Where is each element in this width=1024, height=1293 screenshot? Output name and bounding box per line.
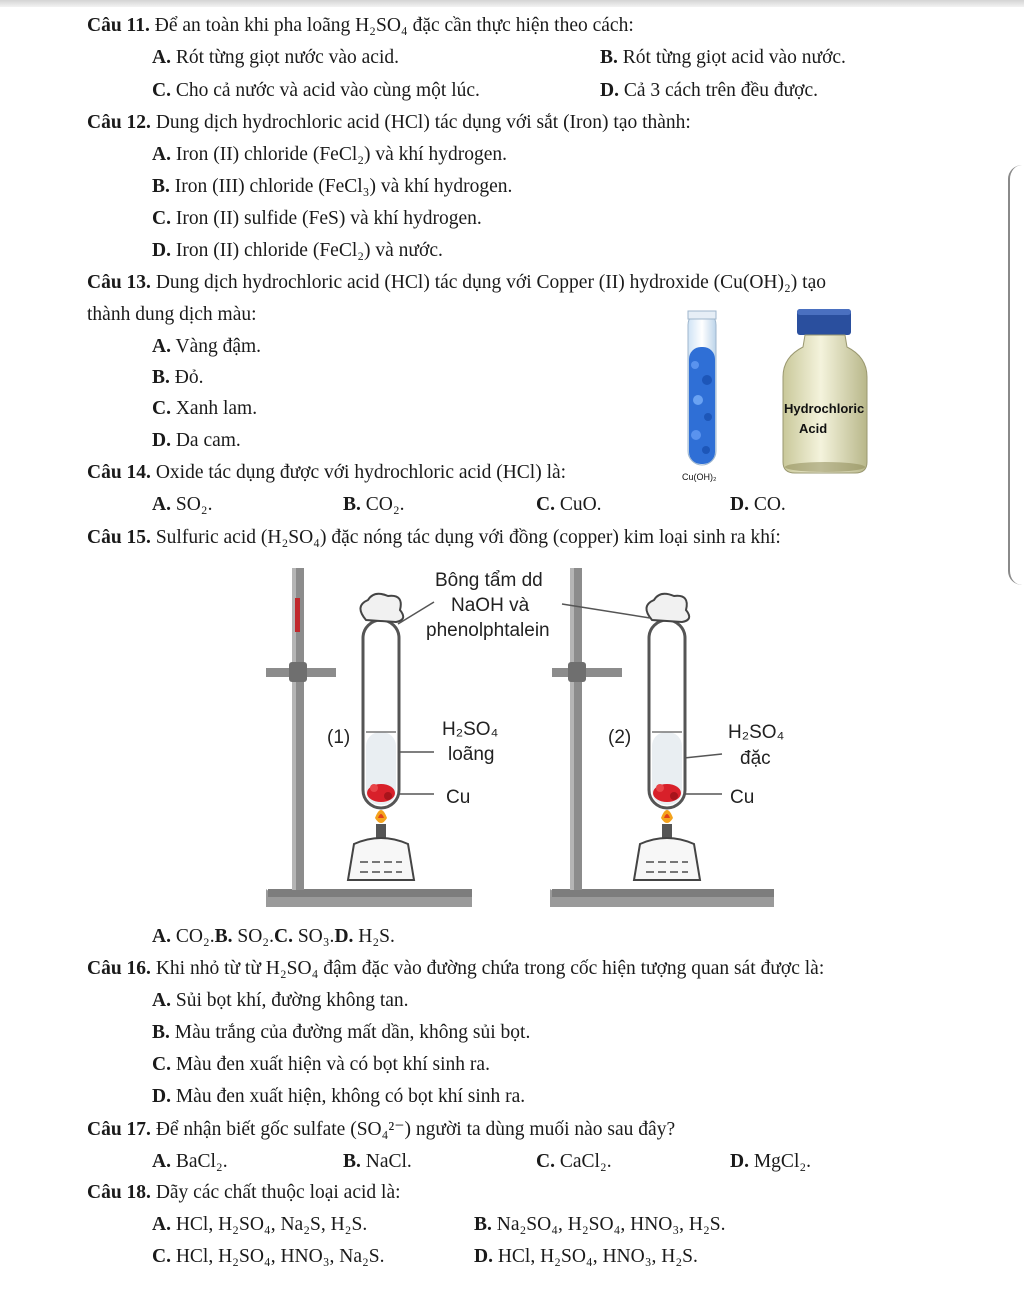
q13-option-c[interactable]: C. Xanh lam. — [152, 398, 258, 419]
page-edge-curl — [1008, 165, 1024, 585]
q18-option-a[interactable]: A. HCl, H₂SO₄, Na₂S, H₂S. — [152, 1214, 368, 1235]
bottle-label-line1: Hydrochloric — [784, 401, 865, 416]
q14-option-a[interactable]: A. SO₂. — [152, 494, 213, 515]
q14-option-c[interactable]: C. CuO. — [536, 494, 602, 515]
page-top-shadow — [0, 0, 1024, 7]
q12-stem: Câu 12. Dung dịch hydrochloric acid (HCl) tác dụng với sắt (Iron) tạo thành: — [87, 112, 691, 133]
metal-label-2: Cu — [730, 787, 755, 808]
tube-label: Cu(OH)₂ — [682, 472, 717, 482]
q18-option-c[interactable]: C. HCl, H₂SO₄, HNO₃, Na₂S. — [152, 1246, 385, 1267]
cotton-label-2: NaOH và — [451, 595, 530, 616]
q18-option-b[interactable]: B. Na₂SO₄, H₂SO₄, HNO₃, H₂S. — [474, 1214, 726, 1235]
q17-option-d[interactable]: D. MgCl₂. — [730, 1151, 812, 1172]
test-tube-1 — [360, 594, 403, 808]
q17-option-b[interactable]: B. NaCl. — [343, 1151, 412, 1172]
cotton-label-1: Bông tẩm dd — [435, 570, 543, 591]
copper-hydroxide-tube-image — [680, 305, 740, 485]
q12-option-a[interactable]: A. Iron (II) chloride (FeCl₂) và khí hydrogen. — [152, 144, 508, 165]
q16-option-c[interactable]: C. Màu đen xuất hiện và có bọt khí sinh ra. — [152, 1054, 490, 1075]
q17-option-a[interactable]: A. BaCl₂. — [152, 1151, 228, 1172]
q17-option-c[interactable]: C. CaCl₂. — [536, 1151, 612, 1172]
q11-option-d[interactable]: D. Cả 3 cách trên đều được. — [600, 80, 818, 101]
q18-option-d[interactable]: D. HCl, H₂SO₄, HNO₃, H₂S. — [474, 1246, 698, 1267]
q11-option-b[interactable]: B. Rót từng giọt acid vào nước. — [600, 47, 846, 68]
acid-label-2b: đặc — [740, 748, 771, 769]
q18-stem: Câu 18. Dãy các chất thuộc loại acid là: — [87, 1182, 401, 1203]
test-tube-2 — [646, 594, 689, 808]
q17-stem: Câu 17. Để nhận biết gốc sulfate (SO₄²⁻) người ta dùng muối nào sau đây? — [87, 1119, 676, 1140]
alcohol-lamp-1 — [348, 810, 414, 880]
q12-option-d[interactable]: D. Iron (II) chloride (FeCl₂) và nước. — [152, 240, 443, 261]
q13-option-a[interactable]: A. Vàng đậm. — [152, 336, 262, 357]
q16-option-b[interactable]: B. Màu trắng của đường mất dần, không sủi bọt. — [152, 1022, 531, 1043]
q14-option-d[interactable]: D. CO. — [730, 494, 786, 515]
acid-label-1b: loãng — [448, 744, 495, 765]
tube-number-2: (2) — [608, 727, 632, 748]
q14-option-b[interactable]: B. CO₂. — [343, 494, 405, 515]
bottle-label-line2: Acid — [799, 421, 828, 436]
q16-option-d[interactable]: D. Màu đen xuất hiện, không có bọt khí sinh ra. — [152, 1086, 526, 1107]
acid-label-1a: H₂SO₄ — [442, 719, 499, 740]
hydrochloric-acid-bottle-image — [775, 307, 875, 479]
q15-options[interactable]: A. CO₂.B. SO₂.C. SO₃.D. H₂S. — [152, 926, 395, 947]
q11-stem: Câu 11. Để an toàn khi pha loãng H₂SO₄ đặc cần thực hiện theo cách: — [87, 15, 634, 36]
q12-option-c[interactable]: C. Iron (II) sulfide (FeS) và khí hydrogen. — [152, 208, 482, 229]
q14-stem: Câu 14. Oxide tác dụng được với hydrochloric acid (HCl) là: — [87, 462, 567, 483]
acid-label-2a: H₂SO₄ — [728, 722, 785, 743]
q13-stem-cont: thành dung dịch màu: — [87, 304, 257, 325]
cotton-label-3: phenolphtalein — [426, 620, 550, 641]
q11-option-a[interactable]: A. Rót từng giọt nước vào acid. — [152, 47, 400, 68]
q13-stem: Câu 13. Dung dịch hydrochloric acid (HCl) tác dụng với Copper (II) hydroxide (Cu(OH)₂) tạo — [87, 272, 826, 293]
alcohol-lamp-2 — [634, 810, 700, 880]
q16-stem: Câu 16. Khi nhỏ từ từ H₂SO₄ đậm đặc vào đường chứa trong cốc hiện tượng quan sát được là: — [87, 958, 825, 979]
metal-label-1: Cu — [446, 787, 471, 808]
tube-number-1: (1) — [327, 727, 351, 748]
q12-option-b[interactable]: B. Iron (III) chloride (FeCl₃) và khí hydrogen. — [152, 176, 513, 197]
q13-option-b[interactable]: B. Đỏ. — [152, 367, 204, 388]
copper-sulfuric-acid-apparatus — [262, 562, 802, 912]
q13-option-d[interactable]: D. Da cam. — [152, 430, 241, 451]
q15-stem: Câu 15. Sulfuric acid (H₂SO₄) đặc nóng tác dụng với đồng (copper) kim loại sinh ra khí: — [87, 527, 781, 548]
q16-option-a[interactable]: A. Sủi bọt khí, đường không tan. — [152, 990, 409, 1011]
q11-option-c[interactable]: C. Cho cả nước và acid vào cùng một lúc. — [152, 80, 480, 101]
